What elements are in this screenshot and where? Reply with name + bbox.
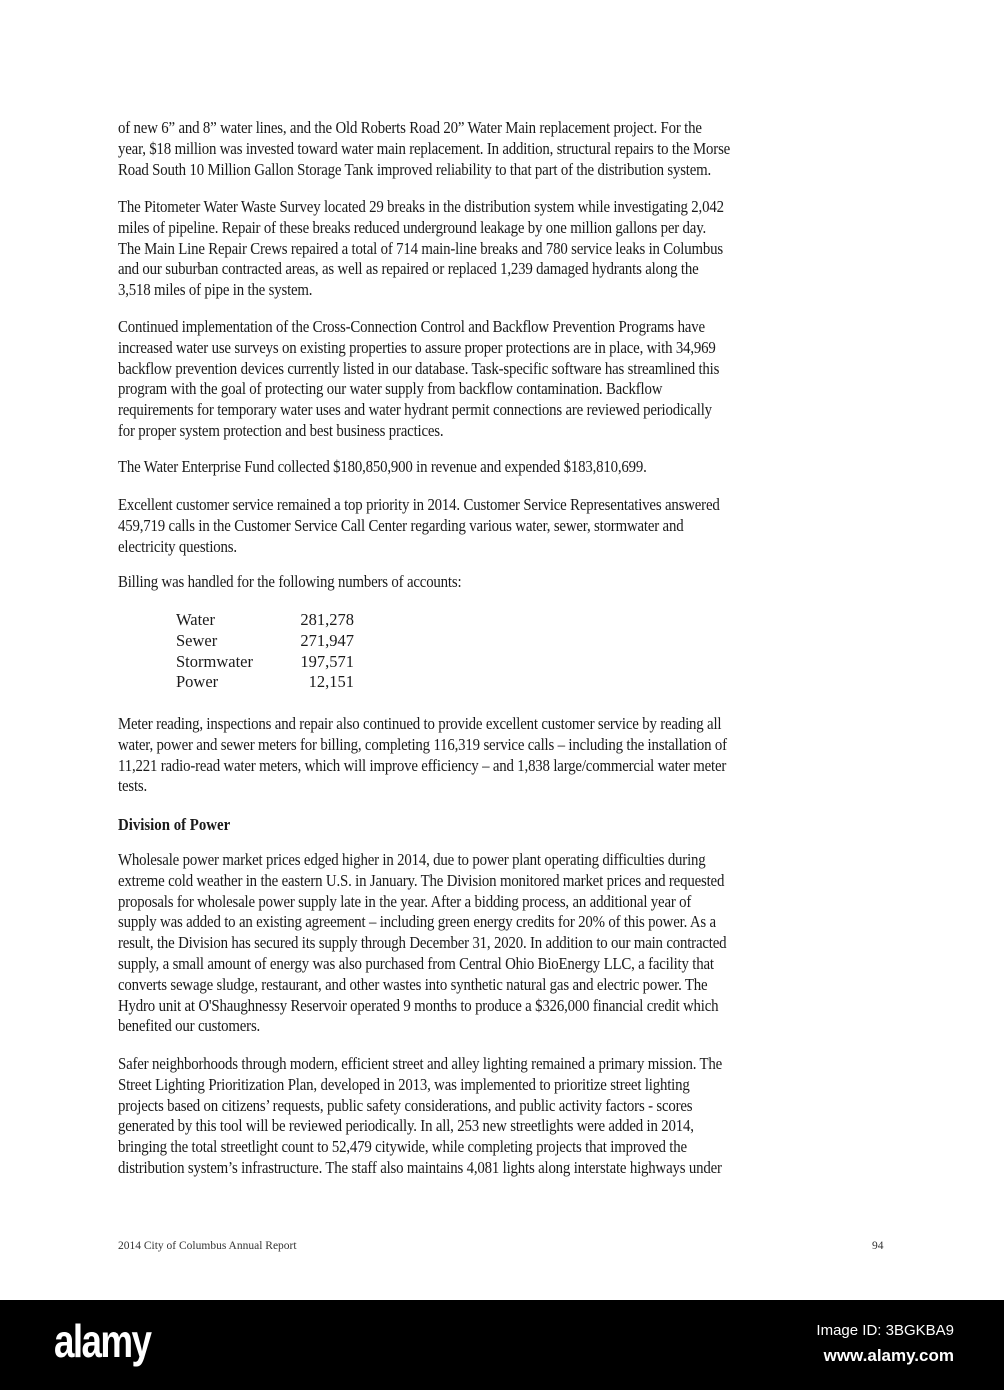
- text-line: 459,719 calls in the Customer Service Call Center regarding various water, sewer, stormwater and: [118, 515, 684, 535]
- text-line: distribution system’s infrastructure. The staff also maintains 4,081 lights along interstate highways under: [118, 1157, 722, 1177]
- text-line: generated by this tool will be reviewed periodically. In all, 253 new streetlights were added in 2014,: [118, 1116, 694, 1136]
- text-line: supply was added to an existing agreement – including green energy credits for 20% of this power. As a: [118, 912, 716, 932]
- text-line: increased water use surveys on existing properties to assure proper protections are in place, with 34,969: [118, 337, 716, 357]
- text-line: result, the Division has secured its supply through December 31, 2020. In addition to our main contracted: [118, 933, 727, 953]
- text-line: Wholesale power market prices edged higher in 2014, due to power plant operating difficulties during: [118, 850, 706, 869]
- text-line: extreme cold weather in the eastern U.S. in January. The Division monitored market prices and requested: [118, 870, 725, 890]
- text-line: Meter reading, inspections and repair also continued to provide excellent customer service by reading all: [118, 714, 722, 733]
- text-line: Hydro unit at O'Shaughnessy Reservoir operated 9 months to produce a $326,000 financial credit which: [118, 995, 719, 1015]
- text-line: Street Lighting Prioritization Plan, developed in 2013, was implemented to prioritize street lighting: [118, 1074, 690, 1094]
- account-count: 281,278: [300, 610, 354, 629]
- text-line: water, power and sewer meters for billing, completing 116,319 service calls – including the installation of: [118, 734, 727, 754]
- paragraph-water-lines: [118, 118, 798, 180]
- footer-title: 2014 City of Columbus Annual Report: [118, 1240, 297, 1252]
- table-row: [176, 672, 354, 693]
- page-number: 94: [872, 1240, 884, 1252]
- text-line: proposals for wholesale power supply late in the year. After a bidding process, an additional year of: [118, 891, 692, 911]
- account-type: Sewer: [176, 630, 218, 650]
- text-line: Road South 10 Million Gallon Storage Tank improved reliability to that part of the distribution system.: [118, 159, 712, 179]
- account-type: Water: [176, 610, 215, 629]
- text-line: requirements for temporary water uses and water hydrant permit connections are reviewed periodically: [118, 400, 712, 420]
- text-line: Excellent customer service remained a top priority in 2014. Customer Service Representatives answered: [118, 495, 720, 514]
- text-line: projects based on citizens’ requests, public safety considerations, and public activity factors - scores: [118, 1095, 693, 1115]
- text-line: supply, a small amount of energy was also purchased from Central Ohio BioEnergy LLC, a facility that: [118, 953, 714, 973]
- table-row: [176, 631, 354, 652]
- text-line: and our suburban contracted areas, as well as repaired or replaced 1,239 damaged hydrants along the: [118, 259, 699, 279]
- watermark-url: www.alamy.com: [823, 1346, 954, 1365]
- text-line: year, $18 million was invested toward water main replacement. In addition, structural repairs to the Morse: [118, 138, 731, 158]
- text-line: The Main Line Repair Crews repaired a total of 714 main-line breaks and 780 service leaks in Columbus: [118, 238, 723, 258]
- account-count: 197,571: [300, 651, 354, 671]
- paragraph-street-lighting: [118, 1054, 789, 1179]
- account-type: Stormwater: [176, 651, 253, 671]
- section-heading-division-of-power: Division of Power: [118, 815, 231, 834]
- paragraph-meter-reading: [118, 714, 795, 797]
- text-line: Safer neighborhoods through modern, efficient street and alley lighting remained a primary mission. The: [118, 1054, 723, 1073]
- text-line: The Water Enterprise Fund collected $180,850,900 in revenue and expended $183,810,699.: [118, 457, 647, 476]
- image-id: Image ID: 3BGKBA9: [816, 1322, 954, 1339]
- text-line: of new 6” and 8” water lines, and the Old Roberts Road 20” Water Main replacement project. For the: [118, 118, 702, 137]
- text-line: program with the goal of protecting our water supply from backflow contamination. Backflow: [118, 379, 663, 399]
- text-line: electricity questions.: [118, 536, 237, 556]
- text-line: miles of pipeline. Repair of these breaks reduced underground leakage by one million gallons per day.: [118, 217, 707, 237]
- text-line: benefited our customers.: [118, 1016, 261, 1036]
- paragraph-cross-connection: [118, 317, 786, 442]
- text-line: Billing was handled for the following numbers of accounts:: [118, 572, 462, 591]
- accounts-table: [176, 610, 354, 693]
- table-row: [176, 610, 354, 631]
- paragraph-pitometer-survey: [118, 197, 791, 301]
- watermark-band: [0, 1300, 1004, 1390]
- paragraph-billing-intro: [118, 572, 500, 593]
- text-line: 11,221 radio-read water meters, which will improve efficiency – and 1,838 large/commercial water meter: [118, 755, 727, 775]
- text-line: for proper system protection and best business practices.: [118, 420, 444, 440]
- paragraph-customer-service: [118, 495, 786, 557]
- text-line: Continued implementation of the Cross-Connection Control and Backflow Prevention Programs have: [118, 317, 705, 336]
- account-count: 12,151: [308, 672, 354, 692]
- table-row: [176, 652, 354, 673]
- account-count: 271,947: [300, 630, 354, 650]
- account-type: Power: [176, 672, 219, 692]
- alamy-logo: alamy: [54, 1315, 151, 1367]
- text-line: bringing the total streetlight count to 52,479 citywide, while completing projects that improved the: [118, 1137, 687, 1157]
- paragraph-enterprise-fund: [118, 457, 705, 478]
- text-line: backflow prevention devices currently listed in our database. Task-specific software has streamlined this: [118, 358, 720, 378]
- paragraph-wholesale-power: [118, 850, 794, 1037]
- text-line: The Pitometer Water Waste Survey located 29 breaks in the distribution system while investigating 2,042: [118, 197, 724, 216]
- text-line: 3,518 miles of pipe in the system.: [118, 280, 313, 300]
- text-line: tests.: [118, 776, 148, 796]
- text-line: converts sewage sludge, restaurant, and other wastes into synthetic natural gas and electric power. The: [118, 974, 708, 994]
